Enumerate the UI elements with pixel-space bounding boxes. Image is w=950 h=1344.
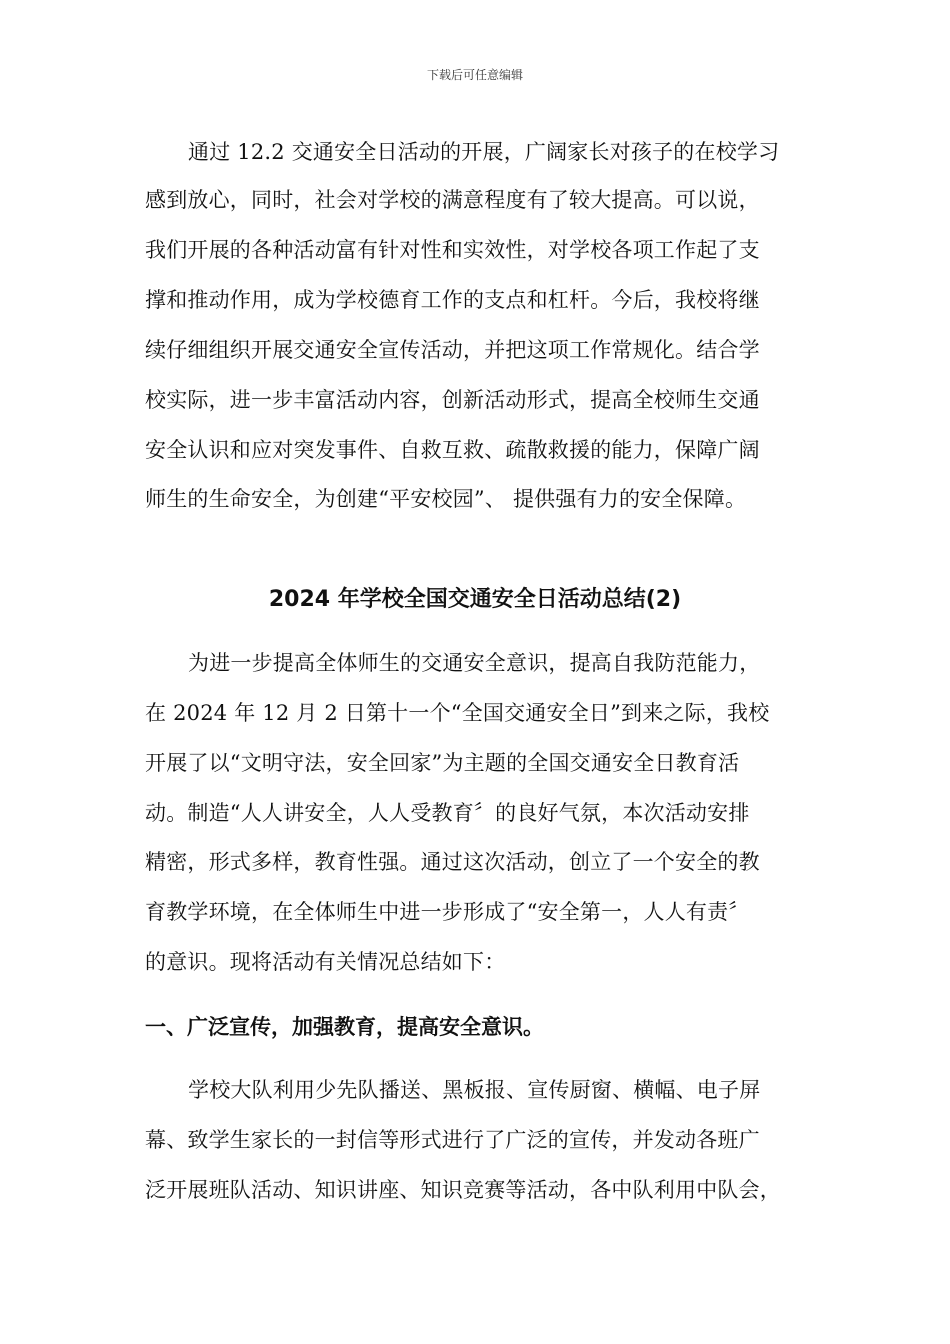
paragraph-1-line-8: 师生的生命安全，为创建“平安校园”、 提供强有力的安全保障。 [145, 487, 747, 511]
paragraph-2-line-6: 育教学环境，在全体师生中进一步形成了“安全第一，人人有责〞 [145, 900, 750, 924]
paragraph-1-line-7: 安全认识和应对突发事件、自救互救、疏散救援的能力，保障广阔 [145, 438, 760, 462]
subheading: 一、广泛宣传，加强教育，提高安全意识。 [145, 1015, 544, 1039]
paragraph-1-line-1: 通过 12.2 交通安全日活动的开展，广阔家长对孩子的在校学习 [188, 140, 780, 164]
paragraph-3-line-1: 学校大队利用少先队播送、黑板报、宣传厨窗、横幅、电子屏 [188, 1078, 761, 1102]
paragraph-1-line-6: 校实际，进一步丰富活动内容，创新活动形式，提高全校师生交通 [145, 388, 760, 412]
paragraph-2-line-1: 为进一步提高全体师生的交通安全意识，提高自我防范能力， [188, 651, 761, 675]
paragraph-2-line-5: 精密，形式多样，教育性强。通过这次活动，创立了一个安全的教 [145, 850, 760, 874]
paragraph-3-line-2: 幕、致学生家长的一封信等形式进行了广泛的宣传，并发动各班广 [145, 1128, 760, 1152]
paragraph-2-line-7: 的意识。现将活动有关情况总结如下： [145, 950, 506, 974]
paragraph-3-line-3: 泛开展班队活动、知识讲座、知识竞赛等活动，各中队利用中队会， [145, 1178, 781, 1202]
paragraph-2-line-4: 动。制造“人人讲安全，人人受教育〞的良好气氛，本次活动安排 [145, 801, 750, 825]
paragraph-1-line-3: 我们开展的各种活动富有针对性和实效性，对学校各项工作起了支 [145, 238, 760, 262]
paragraph-2-line-2: 在 2024 年 12 月 2 日第十一个“全国交通安全日”到来之际，我校 [145, 701, 770, 725]
section-title: 2024 年学校全国交通安全日活动总结(2) [268, 587, 682, 612]
paragraph-1-line-2: 感到放心，同时，社会对学校的满意程度有了较大提高。可以说， [145, 188, 760, 212]
paragraph-1-line-4: 撑和推动作用，成为学校德育工作的支点和杠杆。今后，我校将继 [145, 288, 760, 312]
paragraph-1-line-5: 续仔细组织开展交通安全宣传活动，并把这项工作常规化。结合学 [145, 338, 760, 362]
page-header: 下载后可任意编辑 [426, 68, 523, 82]
paragraph-2-line-3: 开展了以“文明守法，安全回家”为主题的全国交通安全日教育活 [145, 751, 740, 775]
